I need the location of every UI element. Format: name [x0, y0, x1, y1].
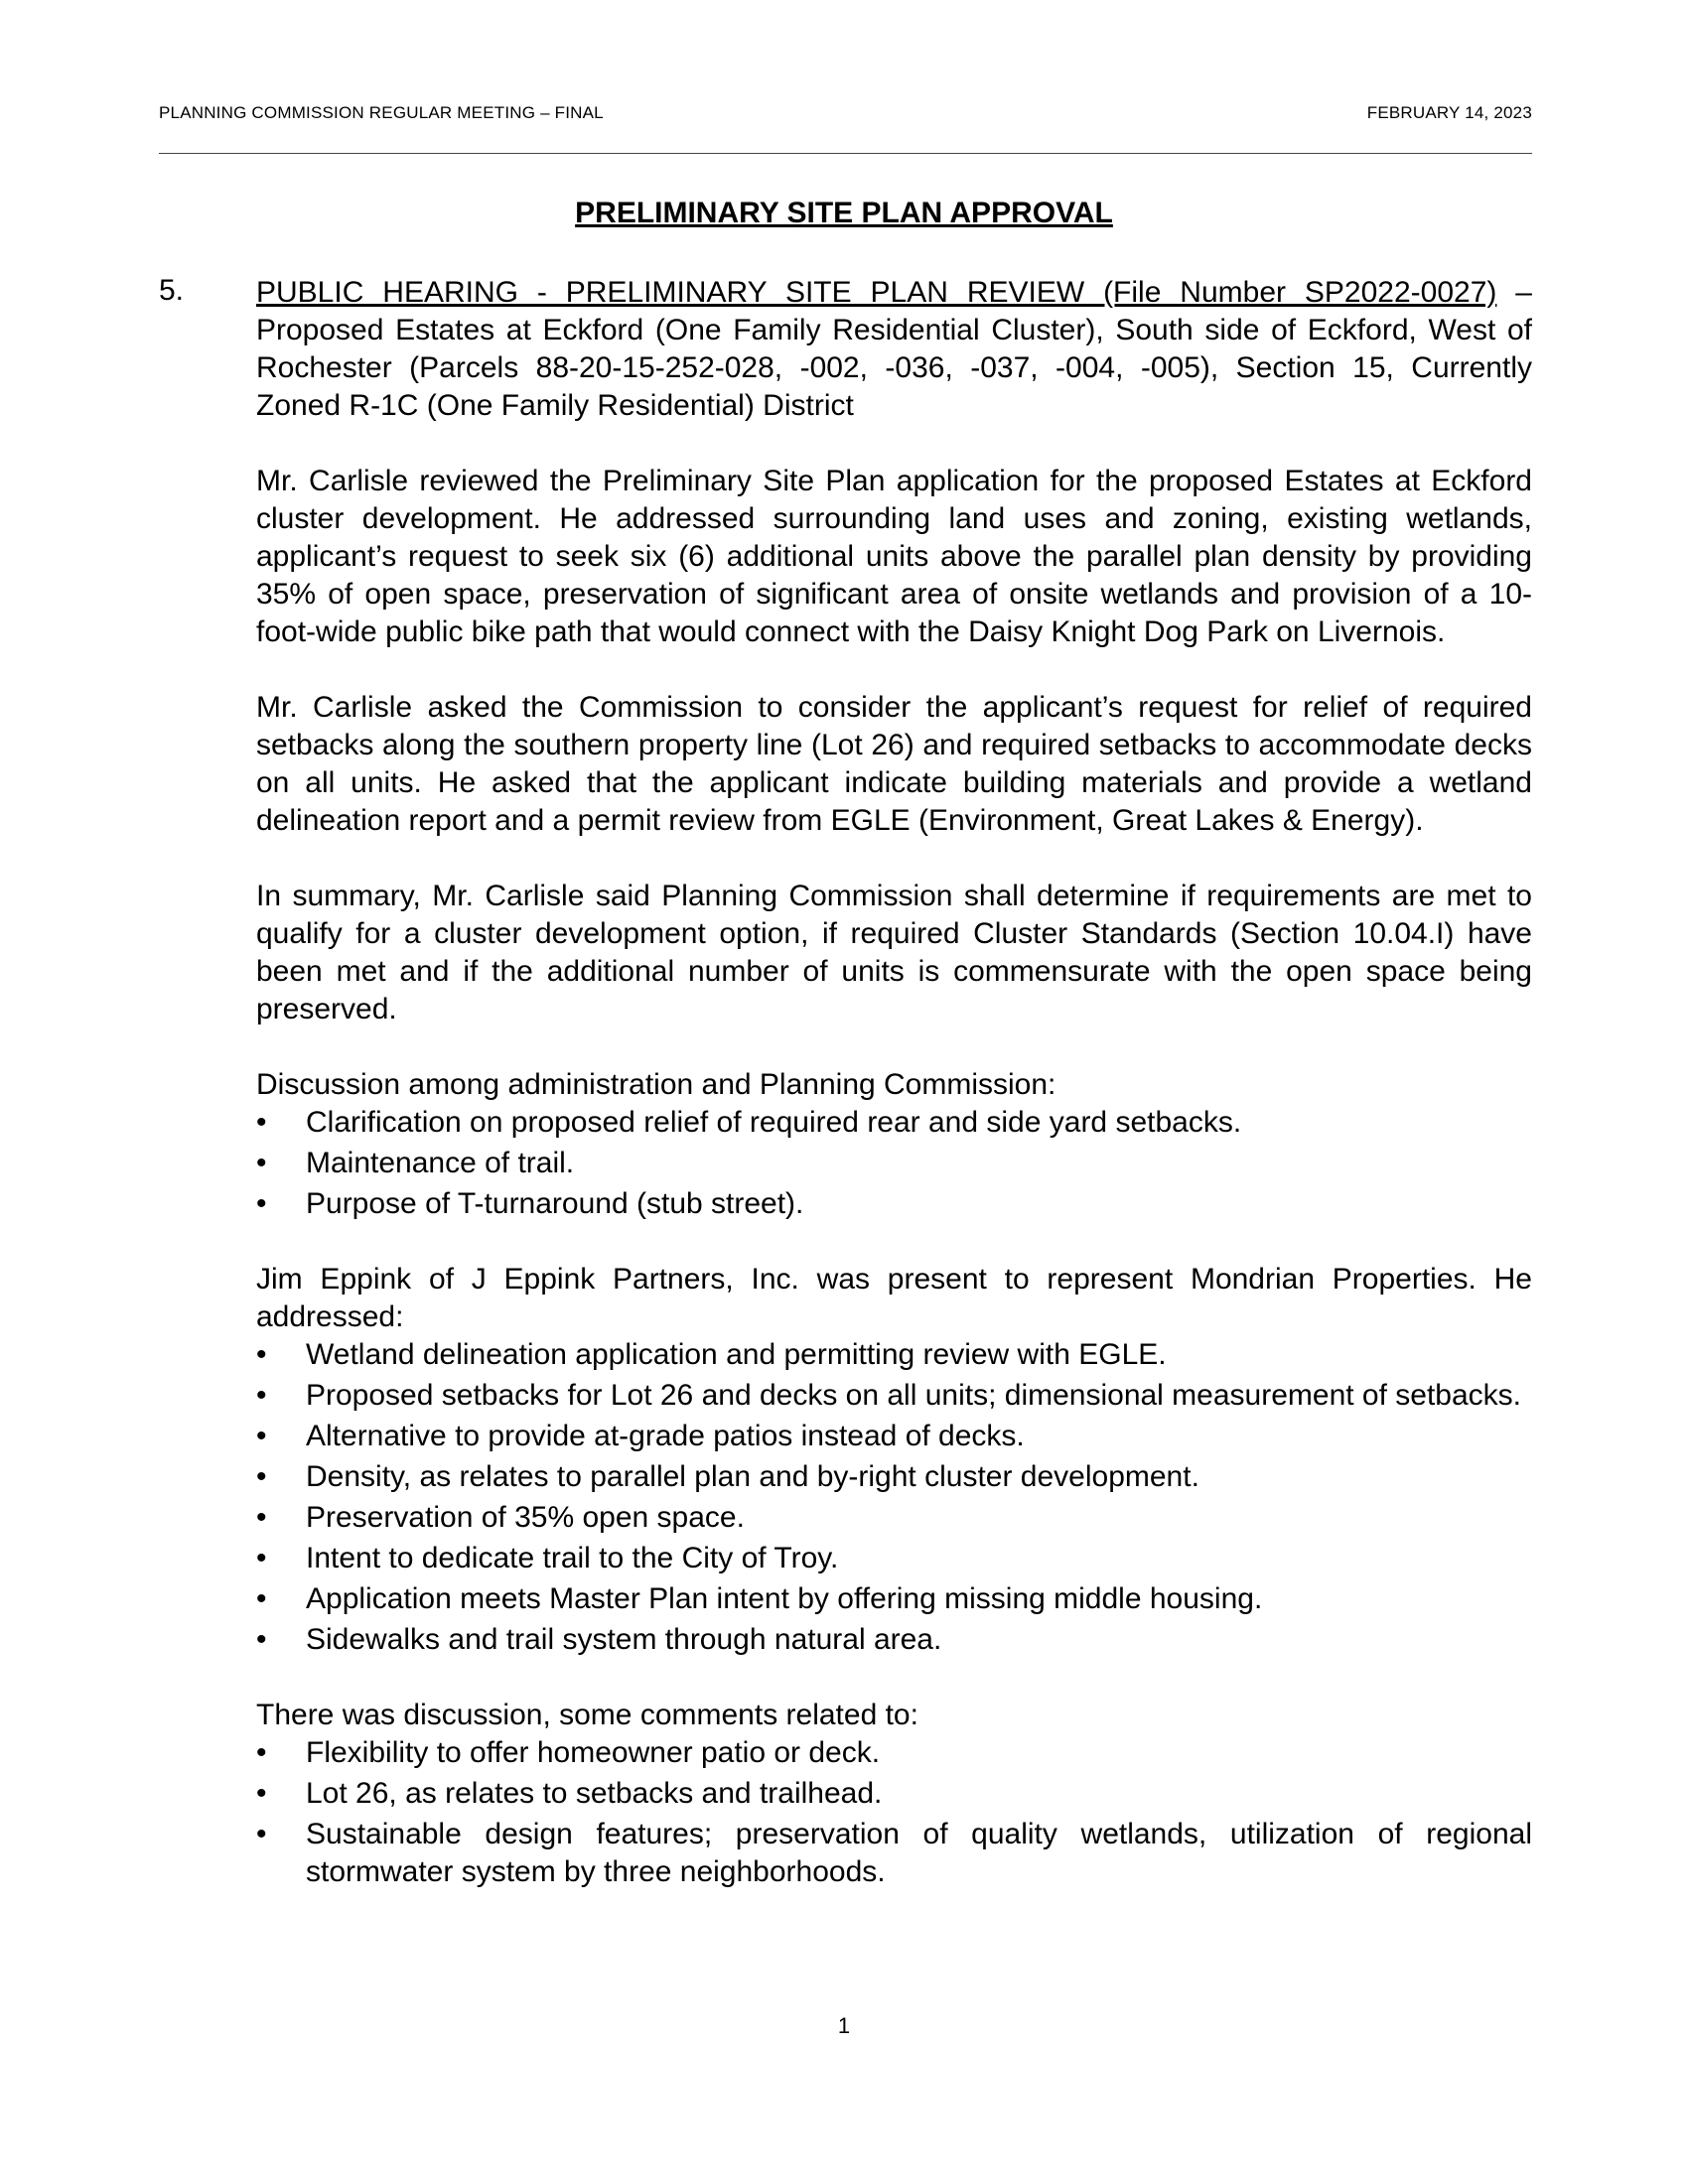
list-item-text: Clarification on proposed relief of required rear and side yard setbacks.	[306, 1106, 1242, 1139]
list-item	[256, 1499, 1532, 1537]
list-item-text: Density, as relates to parallel plan and by-right cluster development.	[306, 1460, 1199, 1493]
list-item	[256, 1336, 1532, 1374]
bullet-list	[256, 1336, 1532, 1659]
list-item	[256, 1540, 1532, 1577]
list-intro: Discussion among administration and Planning Commission:	[256, 1068, 1056, 1101]
list-intro: Jim Eppink of J Eppink Partners, Inc. was present to represent Mondrian Properties. He addressed:	[256, 1263, 1532, 1333]
paragraph: In summary, Mr. Carlisle said Planning Commission shall determine if requirements are met to qualify for a cluster development option, if required Cluster Standards (Section 10.04.I) have been met and if the additional number of units is commensurate with the open space being preserved.	[256, 880, 1532, 1025]
list-item	[256, 1734, 1532, 1772]
bullet-icon: •	[256, 1818, 267, 1850]
list-item	[256, 1145, 1532, 1182]
bullet-icon: •	[256, 1777, 267, 1810]
bullet-icon: •	[256, 1542, 267, 1574]
list-item	[256, 1185, 1532, 1223]
list-item	[256, 1621, 1532, 1659]
bullet-icon: •	[256, 1501, 267, 1534]
bullet-icon: •	[256, 1147, 267, 1179]
item-number: 5.	[159, 274, 185, 307]
item-heading-underlined: PUBLIC HEARING - PRELIMINARY SITE PLAN REVIEW (File Number SP2022-0027)	[256, 276, 1497, 309]
bullet-icon: •	[256, 1187, 267, 1220]
list-item	[256, 1104, 1532, 1142]
list-item	[256, 1377, 1532, 1415]
page-header	[159, 103, 1532, 154]
list-item-text: Sustainable design features; preservation of quality wetlands, utilization of regional stormwater system by three neighborhoods.	[306, 1818, 1532, 1888]
list-item-text: Lot 26, as relates to setbacks and trailhead.	[306, 1777, 883, 1810]
paragraph: Mr. Carlisle asked the Commission to consider the applicant’s request for relief of required setbacks along the southern property line (Lot 26) and required setbacks to accommodate decks on all units. He asked that the applicant indicate building materials and provide a wetland delineation report and a permit review from EGLE (Environment, Great Lakes & Energy).	[256, 691, 1532, 837]
bullet-icon: •	[256, 1736, 267, 1769]
list-item-text: Proposed setbacks for Lot 26 and decks on all units; dimensional measurement of setbacks.	[306, 1379, 1522, 1412]
item-heading	[256, 274, 1532, 425]
list-item-text: Intent to dedicate trail to the City of Troy.	[306, 1542, 839, 1574]
list-item-text: Sidewalks and trail system through natural area.	[306, 1623, 942, 1656]
bullet-list	[256, 1104, 1532, 1223]
bullet-icon: •	[256, 1420, 267, 1452]
bullet-icon: •	[256, 1623, 267, 1656]
list-item-text: Application meets Master Plan intent by offering missing middle housing.	[306, 1582, 1263, 1615]
item-heading-rest: – Proposed Estates at Eckford (One Family Residential Cluster), South side of Eckford, West of Rochester (Parcels 88-20-15-252-028, -002, -036, -037, -004, -005), Section 15, Currently Zoned R-1C (One Family Residential) District	[256, 276, 1532, 422]
bullet-icon: •	[256, 1379, 267, 1412]
item-content	[256, 274, 1532, 1929]
meeting-title: PLANNING COMMISSION REGULAR MEETING – FINAL	[159, 103, 604, 122]
bullet-icon: •	[256, 1582, 267, 1615]
list-item	[256, 1816, 1532, 1891]
section-title: PRELIMINARY SITE PLAN APPROVAL	[575, 197, 1113, 229]
bullet-icon: •	[256, 1106, 267, 1139]
list-item-text: Maintenance of trail.	[306, 1147, 575, 1179]
bullet-icon: •	[256, 1338, 267, 1371]
list-item	[256, 1458, 1532, 1496]
list-item-text: Purpose of T-turnaround (stub street).	[306, 1187, 804, 1220]
bullet-icon: •	[256, 1460, 267, 1493]
meeting-date: FEBRUARY 14, 2023	[1366, 103, 1532, 122]
list-item	[256, 1418, 1532, 1455]
page-number: 1	[837, 2013, 851, 2038]
paragraph: Mr. Carlisle reviewed the Preliminary Site Plan application for the proposed Estates at Eckford cluster development. He addressed surrounding land uses and zoning, existing wetlands, applicant’s request to seek six (6) additional units above the parallel plan density by providing 35% of open space, preservation of significant area of onsite wetlands and provision of a 10-foot-wide public bike path that would connect with the Daisy Knight Dog Park on Livernois.	[256, 465, 1532, 648]
list-item	[256, 1775, 1532, 1813]
list-item-text: Alternative to provide at-grade patios instead of decks.	[306, 1420, 1025, 1452]
list-item-text: Preservation of 35% open space.	[306, 1501, 745, 1534]
list-intro: There was discussion, some comments related to:	[256, 1699, 918, 1731]
list-item-text: Wetland delineation application and permitting review with EGLE.	[306, 1338, 1167, 1371]
bullet-list	[256, 1734, 1532, 1891]
list-item	[256, 1580, 1532, 1618]
list-item-text: Flexibility to offer homeowner patio or deck.	[306, 1736, 881, 1769]
